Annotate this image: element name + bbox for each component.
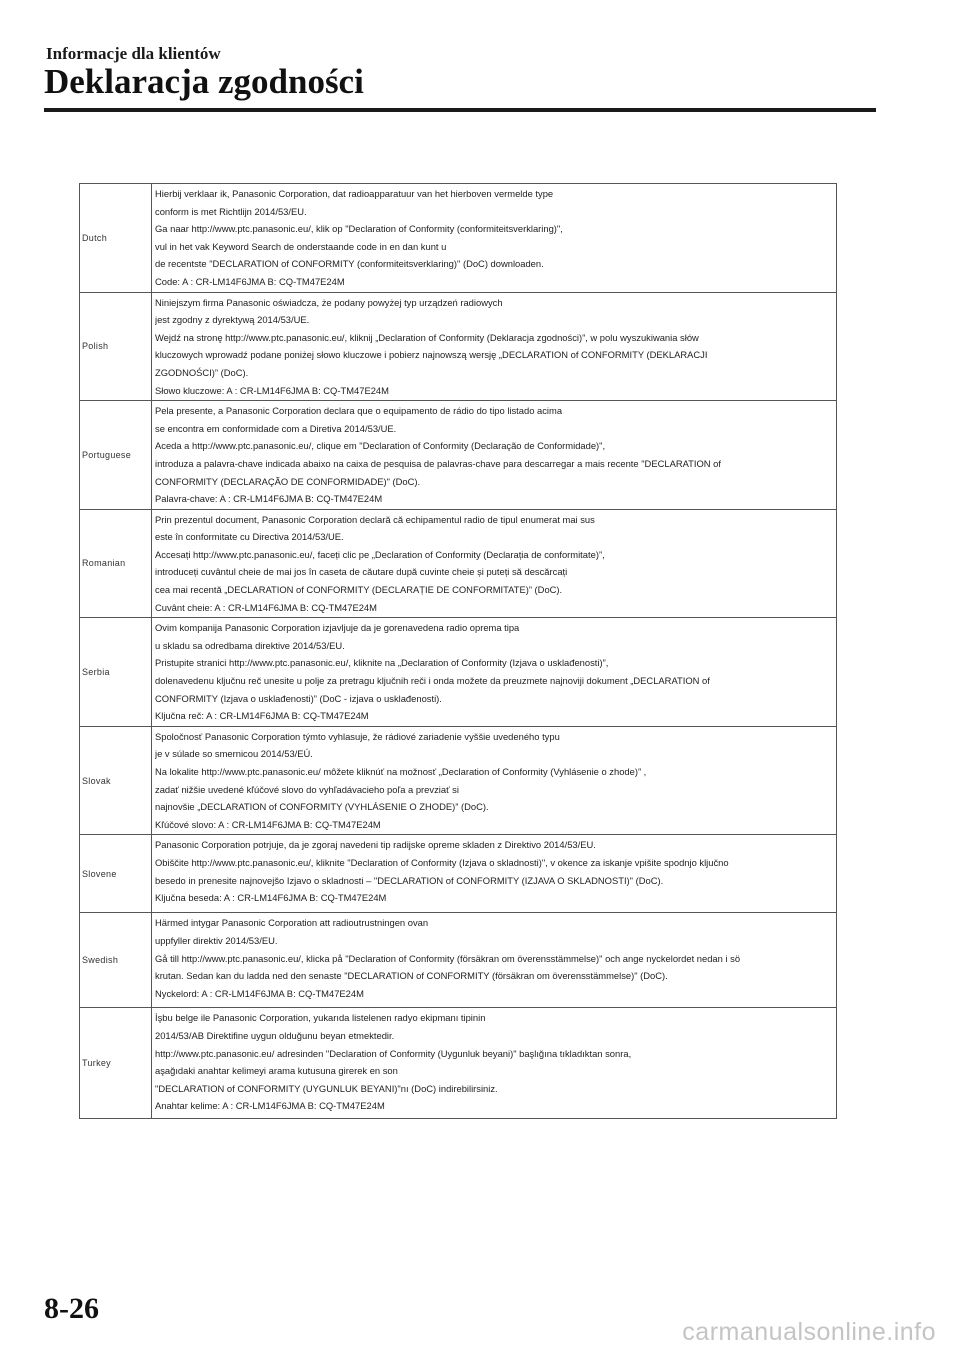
language-cell: Dutch	[80, 184, 152, 293]
language-cell: Slovak	[80, 726, 152, 835]
declaration-line: besedo in prenesite najnovejšo Izjavo o skladnosti – "DECLARATION of CONFORMITY (IZJAVA O SKLADNOSTI)" (DoC).	[155, 874, 664, 886]
language-cell: Romanian	[80, 509, 152, 618]
declaration-line: Wejdź na stronę http://www.ptc.panasonic.eu/, kliknij „Declaration of Conformity (Deklaracja zgodności)”, w polu wyszukiwania słów	[155, 331, 699, 343]
declaration-line: Gå till http://www.ptc.panasonic.eu/, klicka på "Declaration of Conformity (försäkran om överensstämmelse)" och ange nyckelordet nedan i sö	[155, 952, 741, 964]
declaration-line: Ga naar http://www.ptc.panasonic.eu/, klik op "Declaration of Conformity (conformiteitsverklaring)",	[155, 223, 563, 235]
declaration-text-cell	[152, 835, 837, 913]
declaration-line: kluczowych wprowadź podane poniżej słowo kluczowe i pobierz najnowszą wersję „DECLARATION of CONFORMITY (DEKLARACJI	[155, 349, 708, 361]
declaration-line: Palavra-chave: A : CR-LM14F6JMA B: CQ-TM47E24M	[155, 493, 383, 505]
declaration-line: İşbu belge ile Panasonic Corporation, yukarıda listelenen radyo ekipmanı tipinin	[155, 1012, 486, 1024]
declaration-line: se encontra em conformidade com a Diretiva 2014/53/UE.	[155, 422, 397, 434]
declaration-line: CONFORMITY (DECLARAÇÃO DE CONFORMIDADE)" (DoC).	[155, 475, 421, 487]
declaration-line: Härmed intygar Panasonic Corporation att radioutrustningen ovan	[155, 917, 429, 929]
declaration-line: Pristupite stranici http://www.ptc.panasonic.eu/, kliknite na „Declaration of Conformity (Izjava o usklađenosti)”,	[155, 657, 609, 669]
declaration-line: Panasonic Corporation potrjuje, da je zgoraj navedeni tip radijske opreme skladen z Direktivo 2014/53/EU.	[155, 839, 596, 851]
declaration-line: Aceda a http://www.ptc.panasonic.eu/, clique em "Declaration of Conformity (Declaração de Conformidade)",	[155, 440, 606, 452]
declaration-line: Code: A : CR-LM14F6JMA B: CQ-TM47E24M	[155, 275, 345, 287]
language-cell: Polish	[80, 292, 152, 401]
declaration-text-cell	[152, 618, 837, 727]
declaration-text-cell	[152, 184, 837, 293]
declaration-line: najnovšie „DECLARATION of CONFORMITY (VYHLÁSENIE O ZHODE)” (DoC).	[155, 801, 489, 813]
declaration-line: introduza a palavra-chave indicada abaixo na caixa de pesquisa de palavras-chave para descarregar a mais recente "DECLARATION of	[155, 457, 721, 469]
declaration-line: Prin prezentul document, Panasonic Corporation declară că echipamentul radio de tipul enumerat mai sus	[155, 513, 595, 525]
declaration-line: Ovim kompanija Panasonic Corporation izjavljuje da je gorenavedena radio oprema tipa	[155, 622, 520, 634]
declaration-line: este în conformitate cu Directiva 2014/53/UE.	[155, 531, 344, 543]
page-number: 8-26	[44, 1292, 99, 1325]
declaration-line: je v súlade so smernicou 2014/53/EÚ.	[155, 748, 313, 760]
declaration-row	[80, 184, 837, 293]
page-title: Deklaracja zgodności	[44, 62, 364, 101]
language-cell: Swedish	[80, 913, 152, 1008]
declaration-line: aşağıdaki anahtar kelimeyi arama kutusuna girerek en son	[155, 1065, 398, 1077]
declaration-row	[80, 835, 837, 913]
section-label: Informacje dla klientów	[46, 44, 221, 63]
declaration-row	[80, 913, 837, 1008]
language-cell: Portuguese	[80, 401, 152, 510]
declaration-line: Anahtar kelime: A : CR-LM14F6JMA B: CQ-TM47E24M	[155, 1100, 385, 1112]
declaration-line: Nyckelord: A : CR-LM14F6JMA B: CQ-TM47E24M	[155, 987, 364, 999]
declaration-line: dolenavedenu ključnu reč unesite u polje za pretragu ključnih reči i onda možete da preuzmete najnoviji dokument „DECLARATION of	[155, 675, 710, 687]
declaration-line: ZGODNOŚCI)” (DoC).	[155, 366, 249, 378]
declaration-line: jest zgodny z dyrektywą 2014/53/UE.	[155, 314, 310, 326]
declaration-line: Niniejszym firma Panasonic oświadcza, że podany powyżej typ urządzeń radiowych	[155, 296, 503, 308]
declaration-line: Hierbij verklaar ik, Panasonic Corporation, dat radioapparatuur van het hierboven vermelde type	[155, 188, 554, 199]
declaration-text-cell	[152, 913, 837, 1008]
declaration-row	[80, 618, 837, 727]
watermark: carmanualsonline.info	[682, 1318, 936, 1346]
declaration-line: u skladu sa odredbama direktive 2014/53/EU.	[155, 639, 345, 651]
declaration-line: CONFORMITY (Izjava o usklađenosti)” (DoC - izjava o usklađenosti).	[155, 692, 442, 704]
declaration-line: cea mai recentă „DECLARATION of CONFORMITY (DECLARAȚIE DE CONFORMITATE)” (DoC).	[155, 584, 563, 596]
declaration-line: "DECLARATION of CONFORMITY (UYGUNLUK BEYANI)"nı (DoC) indirebilirsiniz.	[155, 1082, 498, 1094]
declaration-text-cell	[152, 292, 837, 401]
declaration-line: Cuvânt cheie: A : CR-LM14F6JMA B: CQ-TM47E24M	[155, 601, 377, 613]
declaration-line: Obiščite http://www.ptc.panasonic.eu/, kliknite "Declaration of Conformity (Izjava o skladnosti)", v okence za iskanje vpišite spodnjo ključno	[155, 856, 729, 868]
declaration-line: Pela presente, a Panasonic Corporation declara que o equipamento de rádio do tipo listado acima	[155, 405, 563, 417]
title-rule	[44, 108, 876, 112]
declaration-line: conform is met Richtlijn 2014/53/EU.	[155, 205, 307, 217]
declaration-text-cell	[152, 726, 837, 835]
declaration-line: Ključna beseda: A : CR-LM14F6JMA B: CQ-TM47E24M	[155, 892, 387, 904]
declaration-line: Spoločnosť Panasonic Corporation týmto vyhlasuje, že rádiové zariadenie vyššie uvedeného typu	[155, 730, 560, 742]
declaration-row	[80, 509, 837, 618]
declaration-text-cell	[152, 509, 837, 618]
declaration-line: Słowo kluczowe: A : CR-LM14F6JMA B: CQ-TM47E24M	[155, 384, 389, 396]
declaration-line: Ključna reč: A : CR-LM14F6JMA B: CQ-TM47E24M	[155, 710, 369, 722]
language-cell: Serbia	[80, 618, 152, 727]
declaration-row	[80, 726, 837, 835]
declaration-line: Na lokalite http://www.ptc.panasonic.eu/ môžete kliknúť na možnosť „Declaration of Conformity (Vyhlásenie o zhode)” ,	[155, 766, 647, 777]
declaration-text-cell	[152, 1008, 837, 1119]
declaration-line: krutan. Sedan kan du ladda ned den senaste "DECLARATION of CONFORMITY (försäkran om överensstämmelse)" (DoC).	[155, 970, 668, 982]
declaration-line: 2014/53/AB Direktifine uygun olduğunu beyan etmektedir.	[155, 1029, 395, 1041]
declaration-table	[79, 183, 837, 1119]
declaration-line: introduceți cuvântul cheie de mai jos în caseta de căutare după cuvinte cheie și puteți să descărcați	[155, 566, 568, 578]
declaration-row	[80, 292, 837, 401]
declaration-text-cell	[152, 401, 837, 510]
declaration-line: Kľúčové slovo: A : CR-LM14F6JMA B: CQ-TM47E24M	[155, 818, 381, 830]
language-cell: Slovene	[80, 835, 152, 913]
language-cell: Turkey	[80, 1008, 152, 1119]
declaration-line: Accesați http://www.ptc.panasonic.eu/, faceți clic pe „Declaration of Conformity (Declarația de conformitate)”,	[155, 548, 605, 560]
declaration-line: vul in het vak Keyword Search de onderstaande code in en dan kunt u	[155, 240, 447, 252]
declaration-row	[80, 1008, 837, 1119]
declaration-row	[80, 401, 837, 510]
declaration-line: http://www.ptc.panasonic.eu/ adresinden "Declaration of Conformity (Uygunluk beyani)" başlığına tıkladıktan sonra,	[155, 1047, 632, 1059]
declaration-line: uppfyller direktiv 2014/53/EU.	[155, 934, 278, 946]
declaration-line: de recentste "DECLARATION of CONFORMITY (conformiteitsverklaring)" (DoC) downloaden.	[155, 258, 544, 270]
declaration-line: zadať nižšie uvedené kľúčové slovo do vyhľadávacieho poľa a prevziať si	[155, 783, 459, 795]
